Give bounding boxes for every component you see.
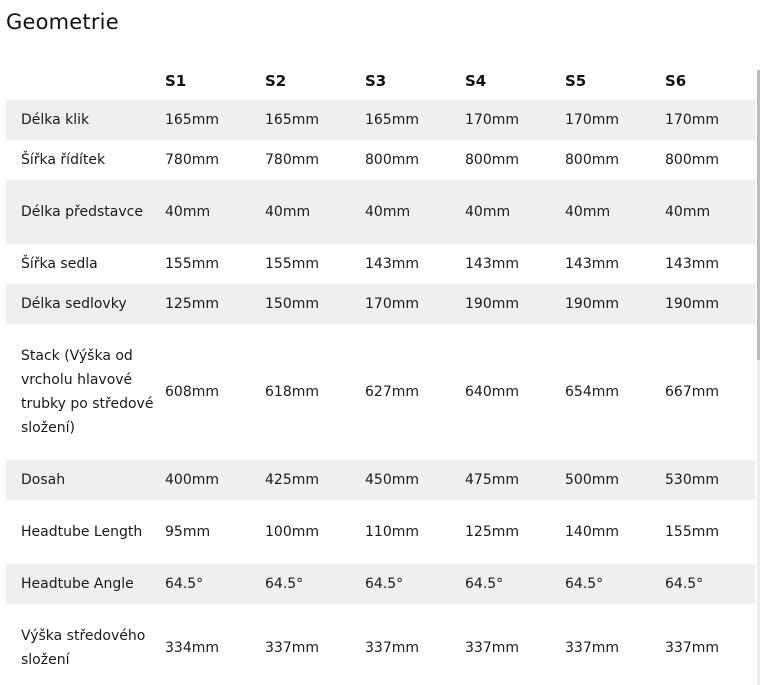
row-label: Dosah [21, 472, 66, 488]
table-cell: 800mm [365, 152, 419, 168]
table-cell: 800mm [465, 152, 519, 168]
header-size-s5: S5 [565, 72, 587, 90]
table-cell: 155mm [665, 524, 719, 540]
table-cell: 143mm [565, 256, 619, 272]
table-cell: 627mm [365, 384, 419, 400]
table-cell: 143mm [665, 256, 719, 272]
row-label: Headtube Length [21, 524, 143, 540]
table-cell: 608mm [165, 384, 219, 400]
table-cell: 170mm [465, 112, 519, 128]
table-cell: 400mm [165, 472, 219, 488]
table-cell: 190mm [465, 296, 519, 312]
table-cell: 40mm [165, 204, 211, 220]
table-row [6, 284, 755, 324]
table-row [6, 140, 755, 180]
row-label: Stack (Výška od vrcholu hlavové trubky po středové složení) [21, 348, 154, 436]
table-row [6, 324, 755, 460]
geometry-table [6, 62, 755, 685]
table-cell: 170mm [565, 112, 619, 128]
header-size-s2: S2 [265, 72, 287, 90]
table-cell: 140mm [565, 524, 619, 540]
table-cell: 143mm [365, 256, 419, 272]
table-cell: 667mm [665, 384, 719, 400]
table-cell: 165mm [365, 112, 419, 128]
table-cell: 110mm [365, 524, 419, 540]
table-cell: 654mm [565, 384, 619, 400]
row-label: Šířka řídítek [21, 152, 106, 168]
table-cell: 450mm [365, 472, 419, 488]
table-cell: 40mm [265, 204, 311, 220]
table-cell: 800mm [665, 152, 719, 168]
table-header-row [6, 62, 755, 100]
row-label: Délka sedlovky [21, 296, 127, 312]
table-cell: 125mm [165, 296, 219, 312]
table-cell: 64.5° [265, 576, 304, 592]
page-title: Geometrie [6, 10, 119, 34]
table-cell: 530mm [665, 472, 719, 488]
table-cell: 780mm [265, 152, 319, 168]
row-label: Délka klik [21, 112, 90, 128]
table-cell: 155mm [265, 256, 319, 272]
table-cell: 165mm [165, 112, 219, 128]
table-cell: 40mm [365, 204, 411, 220]
header-size-s3: S3 [365, 72, 387, 90]
table-row [6, 564, 755, 604]
table-cell: 800mm [565, 152, 619, 168]
table-cell: 40mm [465, 204, 511, 220]
table-cell: 40mm [665, 204, 711, 220]
header-size-s6: S6 [665, 72, 687, 90]
geometry-table-container [6, 62, 755, 685]
table-cell: 40mm [565, 204, 611, 220]
table-cell: 500mm [565, 472, 619, 488]
header-size-s4: S4 [465, 72, 487, 90]
table-cell: 425mm [265, 472, 319, 488]
table-cell: 64.5° [665, 576, 704, 592]
table-cell: 170mm [365, 296, 419, 312]
table-row [6, 244, 755, 284]
table-row [6, 100, 755, 140]
header-size-s1: S1 [165, 72, 187, 90]
table-cell: 337mm [565, 640, 619, 656]
table-cell: 337mm [665, 640, 719, 656]
table-row [6, 460, 755, 500]
row-label: Výška středového složení [21, 628, 146, 668]
table-cell: 780mm [165, 152, 219, 168]
table-cell: 190mm [665, 296, 719, 312]
table-cell: 143mm [465, 256, 519, 272]
table-row [6, 180, 755, 244]
table-cell: 334mm [165, 640, 219, 656]
table-row [6, 604, 755, 685]
scrollbar-thumb[interactable] [757, 70, 760, 360]
table-cell: 64.5° [165, 576, 204, 592]
table-cell: 337mm [465, 640, 519, 656]
table-cell: 125mm [465, 524, 519, 540]
row-label: Šířka sedla [21, 256, 98, 272]
table-cell: 165mm [265, 112, 319, 128]
table-cell: 100mm [265, 524, 319, 540]
table-cell: 64.5° [565, 576, 604, 592]
row-label: Délka představce [21, 204, 143, 220]
table-row [6, 500, 755, 564]
row-label: Headtube Angle [21, 576, 134, 592]
table-cell: 170mm [665, 112, 719, 128]
table-cell: 337mm [265, 640, 319, 656]
table-cell: 640mm [465, 384, 519, 400]
table-cell: 190mm [565, 296, 619, 312]
table-cell: 150mm [265, 296, 319, 312]
vertical-scrollbar[interactable] [757, 70, 760, 685]
header-empty [6, 62, 165, 100]
table-cell: 95mm [165, 524, 211, 540]
table-cell: 155mm [165, 256, 219, 272]
table-cell: 64.5° [365, 576, 404, 592]
table-cell: 475mm [465, 472, 519, 488]
table-cell: 618mm [265, 384, 319, 400]
table-cell: 64.5° [465, 576, 504, 592]
table-cell: 337mm [365, 640, 419, 656]
